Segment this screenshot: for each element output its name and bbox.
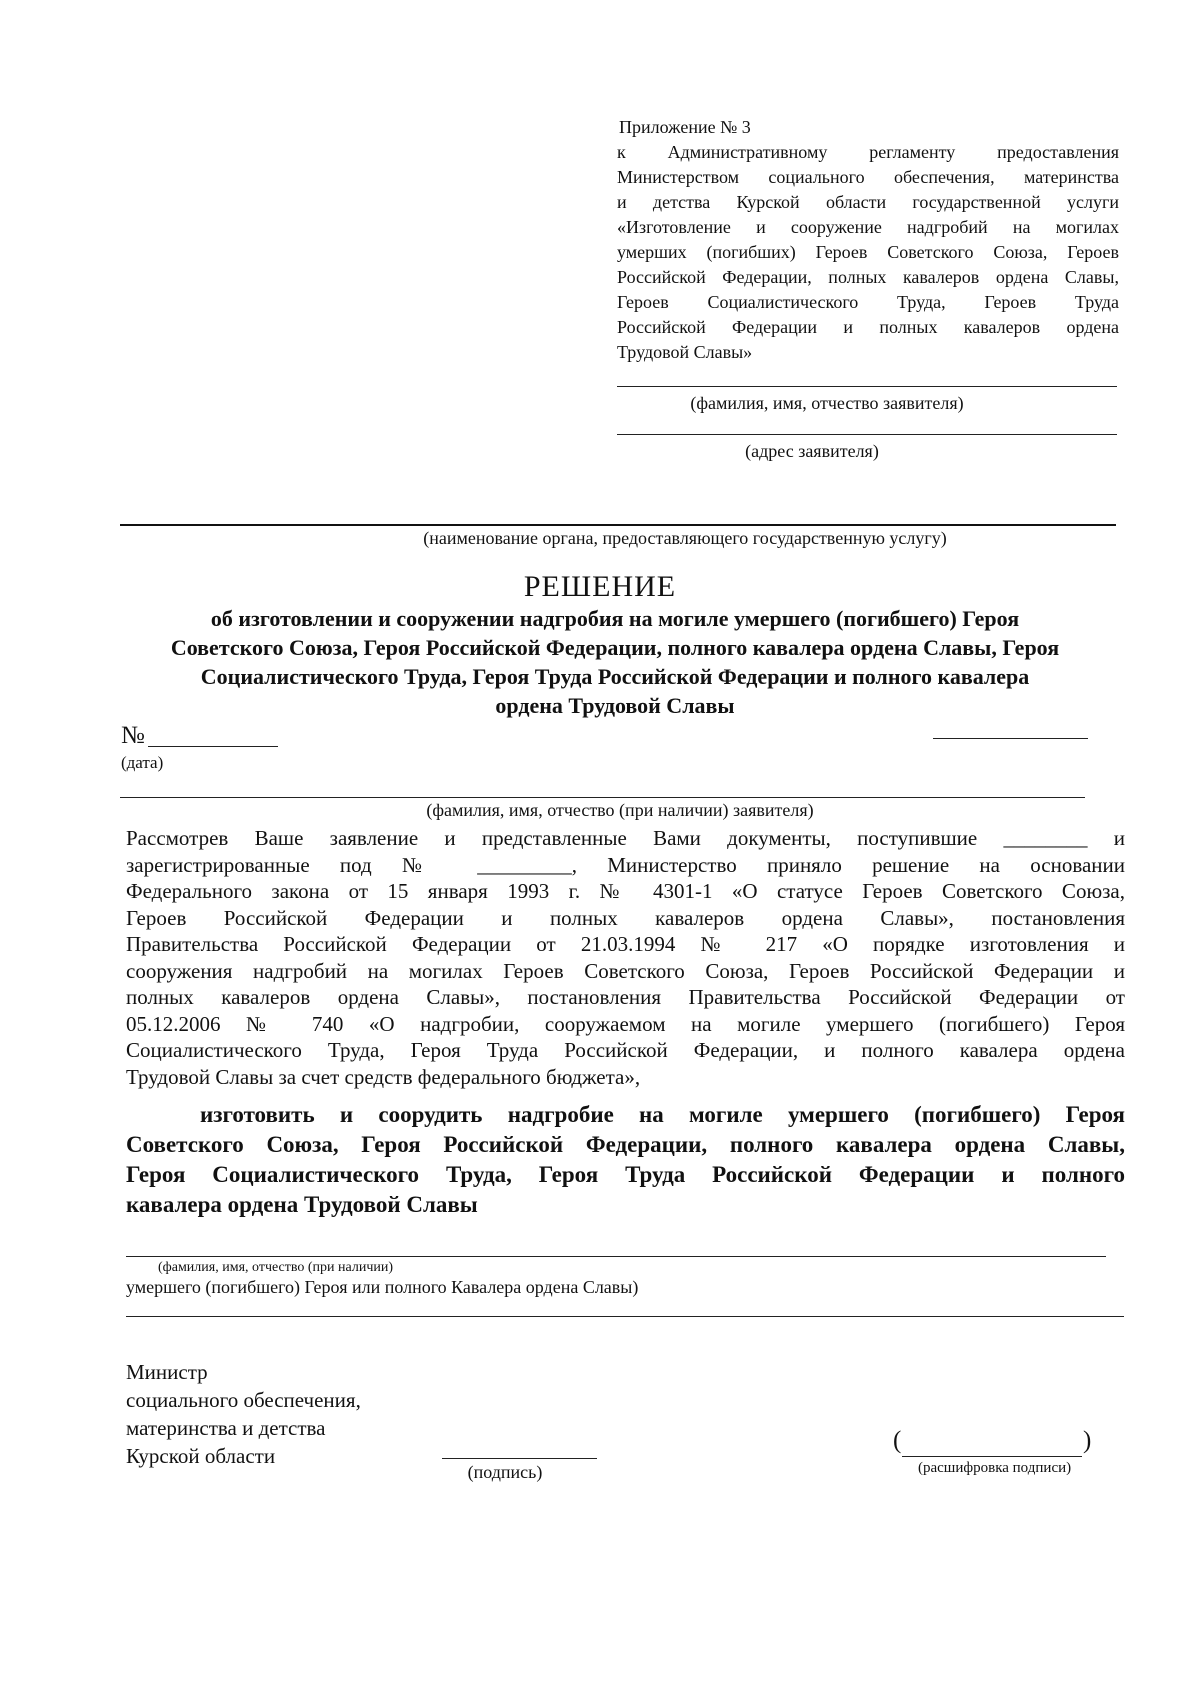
appendix-heading: Приложение № 3	[619, 117, 751, 137]
subtitle-line: ордена Трудовой Славы	[495, 693, 735, 718]
appendix-header	[617, 115, 1119, 365]
resolution-line: Советского Союза, Героя Российской Федерации, полного кавалера ордена Славы,	[126, 1132, 1125, 1157]
decoding-close-paren: )	[1083, 1427, 1092, 1454]
body-line: зарегистрированные под № _________, Министерство приняло решение на основании	[126, 852, 1125, 877]
body-line: Социалистического Труда, Героя Труда Российской Федерации, и полного кавалера ордена	[126, 1038, 1125, 1062]
body-line: Трудовой Славы за счет средств федерального бюджета»,	[126, 1064, 641, 1089]
subtitle-line: Советского Союза, Героя Российской Федерации, полного кавалера ордена Славы, Героя	[170, 635, 1060, 660]
appendix-line: Героев Социалистического Труда, Героев Труда	[617, 292, 1119, 312]
minister-line: материнства и детства	[126, 1416, 326, 1440]
minister-line: социального обеспечения,	[126, 1388, 361, 1412]
deceased-name-caption: (фамилия, имя, отчество (при наличии)	[158, 1260, 394, 1275]
body-line: Правительства Российской Федерации от 21.03.1994 № 217 «О порядке изготовления и	[126, 932, 1125, 956]
decoding-caption: (расшифровка подписи)	[918, 1460, 1072, 1476]
appendix-line: «Изготовление и сооружение надгробий на могилах	[617, 217, 1119, 237]
decoding-open-paren: (	[893, 1427, 902, 1454]
minister-line: Министр	[126, 1360, 208, 1384]
resolution-line: кавалера ордена Трудовой Славы	[126, 1192, 478, 1217]
resolution-line: изготовить и соорудить надгробие на могиле умершего (погибшего) Героя	[200, 1102, 1125, 1127]
body-line: 05.12.2006 № 740 «О надгробии, сооружаемом на могиле умершего (погибшего) Героя	[126, 1011, 1125, 1036]
date-caption: (дата)	[121, 753, 164, 772]
subtitle-line: Социалистического Труда, Героя Труда Российской Федерации и полного кавалера	[200, 664, 1030, 689]
resolution-line: Героя Социалистического Труда, Героя Труда Российской Федерации и полного	[126, 1162, 1125, 1187]
body-line: Рассмотрев Ваше заявление и представленные Вами документы, поступившие ________ и	[126, 826, 1125, 850]
deceased-extra-line	[126, 1316, 1124, 1317]
appendix-line: к Административному регламенту предоставления	[617, 142, 1119, 162]
body-line: полных кавалеров ордена Славы», постановления Правительства Российской Федерации от	[126, 985, 1125, 1009]
applicant-fullname-caption: (фамилия, имя, отчество (при наличии) заявителя)	[426, 800, 814, 820]
body-line: Федерального закона от 15 января 1993 г. № 4301-1 «О статусе Героев Советского Союза,	[126, 879, 1125, 903]
appendix-line: Российской Федерации и полных кавалеров ордена	[617, 317, 1119, 337]
decision-number-label: №	[121, 722, 145, 749]
decision-resolution	[126, 1100, 1125, 1220]
applicant-address-line	[617, 434, 1117, 435]
decision-title: РЕШЕНИЕ	[523, 570, 677, 603]
decision-number-line	[148, 746, 278, 747]
minister-title	[126, 1358, 361, 1470]
minister-line: Курской области	[126, 1444, 276, 1468]
appendix-line: и детства Курской области государственной услуги	[617, 192, 1119, 212]
authority-caption: (наименование органа, предоставляющего государственную услугу)	[423, 528, 947, 548]
appendix-line: Трудовой Славы»	[617, 342, 753, 362]
subtitle-line: об изготовлении и сооружении надгробия на могиле умершего (погибшего) Героя	[210, 606, 1020, 631]
applicant-address-caption: (адрес заявителя)	[745, 441, 879, 461]
decision-date-line	[933, 738, 1088, 739]
body-line: Героев Российской Федерации и полных кавалеров ордена Славы», постановления	[126, 905, 1125, 930]
deceased-name-line	[126, 1256, 1106, 1257]
appendix-line: умерших (погибших) Героев Советского Союза, Героев	[617, 242, 1119, 262]
deceased-hero-caption: умершего (погибшего) Героя или полного Кавалера ордена Славы)	[126, 1277, 639, 1297]
appendix-line: Российской Федерации, полных кавалеров ордена Славы,	[617, 267, 1119, 287]
applicant-name-line	[617, 386, 1117, 387]
signature-line	[442, 1458, 597, 1459]
applicant-name-caption: (фамилия, имя, отчество заявителя)	[690, 393, 964, 413]
applicant-fullname-line	[120, 797, 1085, 798]
decoding-line	[902, 1456, 1082, 1457]
decision-body	[126, 825, 1125, 1090]
authority-line	[120, 524, 1116, 526]
signature-caption: (подпись)	[467, 1462, 543, 1482]
decision-subtitle	[120, 604, 1110, 720]
appendix-line: Министерством социального обеспечения, материнства	[617, 167, 1119, 187]
body-line: сооружения надгробий на могилах Героев Советского Союза, Героев Российской Федерации и	[126, 958, 1125, 983]
